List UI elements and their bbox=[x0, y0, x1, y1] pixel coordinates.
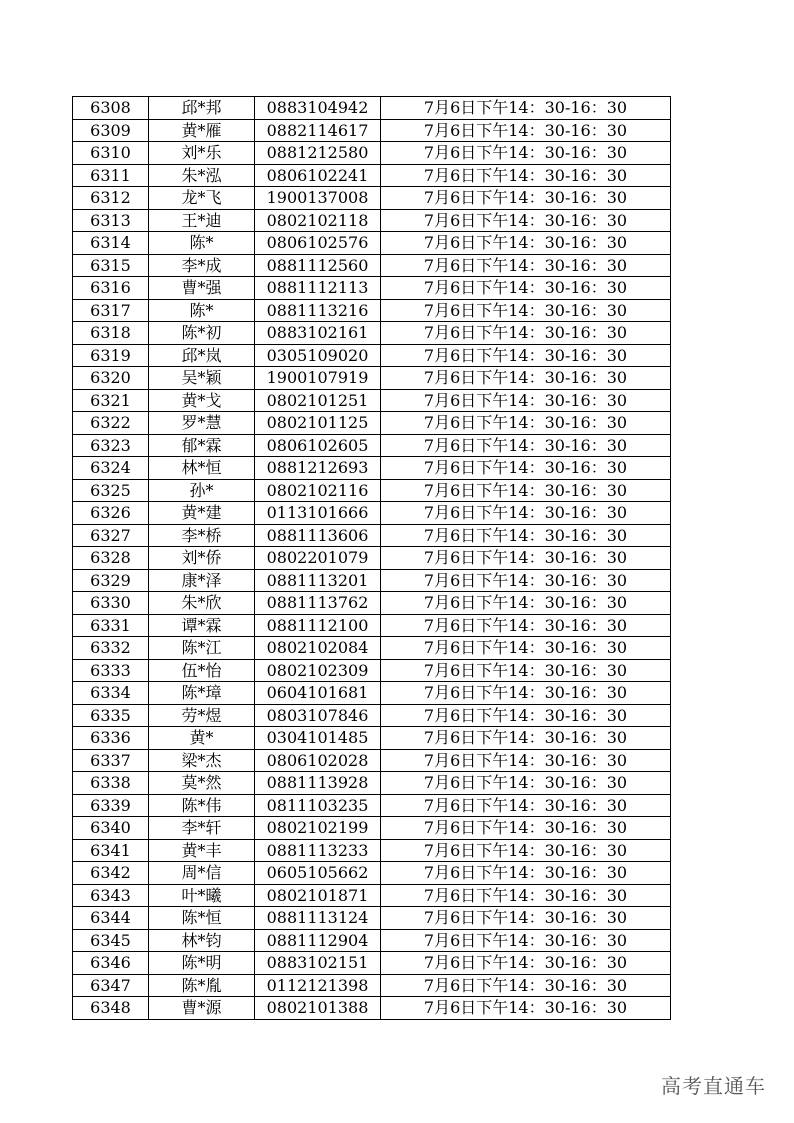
table-row bbox=[73, 547, 671, 570]
row-number-cell: 6337 bbox=[73, 749, 149, 772]
table-row bbox=[73, 277, 671, 300]
id-number-cell: 0881112560 bbox=[255, 254, 381, 277]
name-cell: 陈* bbox=[149, 232, 255, 255]
exam-time-cell: 7月6日下午14：30-16：30 bbox=[381, 232, 671, 255]
exam-time-cell: 7月6日下午14：30-16：30 bbox=[381, 412, 671, 435]
row-number-cell: 6320 bbox=[73, 367, 149, 390]
id-number-cell: 0605105662 bbox=[255, 862, 381, 885]
id-number-cell: 0881113928 bbox=[255, 772, 381, 795]
id-number-cell: 0802201079 bbox=[255, 547, 381, 570]
row-number-cell: 6347 bbox=[73, 974, 149, 997]
exam-time-cell: 7月6日下午14：30-16：30 bbox=[381, 97, 671, 120]
table-row bbox=[73, 997, 671, 1020]
table-row bbox=[73, 862, 671, 885]
name-cell: 叶*曦 bbox=[149, 884, 255, 907]
exam-time-cell: 7月6日下午14：30-16：30 bbox=[381, 209, 671, 232]
name-cell: 陈*胤 bbox=[149, 974, 255, 997]
exam-time-cell: 7月6日下午14：30-16：30 bbox=[381, 727, 671, 750]
exam-time-cell: 7月6日下午14：30-16：30 bbox=[381, 277, 671, 300]
row-number-cell: 6338 bbox=[73, 772, 149, 795]
name-cell: 曹*强 bbox=[149, 277, 255, 300]
id-number-cell: 0802101251 bbox=[255, 389, 381, 412]
exam-time-cell: 7月6日下午14：30-16：30 bbox=[381, 884, 671, 907]
table-row bbox=[73, 164, 671, 187]
row-number-cell: 6325 bbox=[73, 479, 149, 502]
exam-time-cell: 7月6日下午14：30-16：30 bbox=[381, 839, 671, 862]
table-row bbox=[73, 344, 671, 367]
id-number-cell: 0881112113 bbox=[255, 277, 381, 300]
name-cell: 王*迪 bbox=[149, 209, 255, 232]
exam-time-cell: 7月6日下午14：30-16：30 bbox=[381, 794, 671, 817]
table-row bbox=[73, 727, 671, 750]
exam-time-cell: 7月6日下午14：30-16：30 bbox=[381, 322, 671, 345]
id-number-cell: 0881113201 bbox=[255, 569, 381, 592]
row-number-cell: 6309 bbox=[73, 119, 149, 142]
table-row bbox=[73, 794, 671, 817]
row-number-cell: 6340 bbox=[73, 817, 149, 840]
row-number-cell: 6334 bbox=[73, 682, 149, 705]
name-cell: 黄*丰 bbox=[149, 839, 255, 862]
exam-time-cell: 7月6日下午14：30-16：30 bbox=[381, 974, 671, 997]
table-row bbox=[73, 637, 671, 660]
name-cell: 伍*怡 bbox=[149, 659, 255, 682]
id-number-cell: 0802102116 bbox=[255, 479, 381, 502]
exam-time-cell: 7月6日下午14：30-16：30 bbox=[381, 479, 671, 502]
row-number-cell: 6318 bbox=[73, 322, 149, 345]
row-number-cell: 6328 bbox=[73, 547, 149, 570]
row-number-cell: 6321 bbox=[73, 389, 149, 412]
id-number-cell: 0883102161 bbox=[255, 322, 381, 345]
exam-time-cell: 7月6日下午14：30-16：30 bbox=[381, 637, 671, 660]
exam-time-cell: 7月6日下午14：30-16：30 bbox=[381, 614, 671, 637]
table-row bbox=[73, 952, 671, 975]
row-number-cell: 6308 bbox=[73, 97, 149, 120]
name-cell: 康*泽 bbox=[149, 569, 255, 592]
exam-time-cell: 7月6日下午14：30-16：30 bbox=[381, 592, 671, 615]
name-cell: 陈*明 bbox=[149, 952, 255, 975]
exam-time-cell: 7月6日下午14：30-16：30 bbox=[381, 434, 671, 457]
id-number-cell: 0883102151 bbox=[255, 952, 381, 975]
exam-time-cell: 7月6日下午14：30-16：30 bbox=[381, 817, 671, 840]
exam-time-cell: 7月6日下午14：30-16：30 bbox=[381, 862, 671, 885]
table-row bbox=[73, 592, 671, 615]
row-number-cell: 6339 bbox=[73, 794, 149, 817]
name-cell: 李*轩 bbox=[149, 817, 255, 840]
row-number-cell: 6344 bbox=[73, 907, 149, 930]
id-number-cell: 0113101666 bbox=[255, 502, 381, 525]
row-number-cell: 6348 bbox=[73, 997, 149, 1020]
name-cell: 朱*泓 bbox=[149, 164, 255, 187]
id-number-cell: 0882114617 bbox=[255, 119, 381, 142]
table-row bbox=[73, 457, 671, 480]
table-row bbox=[73, 569, 671, 592]
name-cell: 邱*邦 bbox=[149, 97, 255, 120]
exam-time-cell: 7月6日下午14：30-16：30 bbox=[381, 187, 671, 210]
name-cell: 莫*然 bbox=[149, 772, 255, 795]
row-number-cell: 6317 bbox=[73, 299, 149, 322]
table-row bbox=[73, 502, 671, 525]
table-row bbox=[73, 479, 671, 502]
name-cell: 黄* bbox=[149, 727, 255, 750]
row-number-cell: 6319 bbox=[73, 344, 149, 367]
row-number-cell: 6333 bbox=[73, 659, 149, 682]
id-number-cell: 0883104942 bbox=[255, 97, 381, 120]
exam-time-cell: 7月6日下午14：30-16：30 bbox=[381, 704, 671, 727]
table-row bbox=[73, 389, 671, 412]
row-number-cell: 6329 bbox=[73, 569, 149, 592]
id-number-cell: 1900107919 bbox=[255, 367, 381, 390]
row-number-cell: 6335 bbox=[73, 704, 149, 727]
name-cell: 郁*霖 bbox=[149, 434, 255, 457]
id-number-cell: 0811103235 bbox=[255, 794, 381, 817]
name-cell: 吴*颖 bbox=[149, 367, 255, 390]
exam-time-cell: 7月6日下午14：30-16：30 bbox=[381, 502, 671, 525]
id-number-cell: 0802102199 bbox=[255, 817, 381, 840]
table-row bbox=[73, 974, 671, 997]
name-cell: 梁*杰 bbox=[149, 749, 255, 772]
row-number-cell: 6342 bbox=[73, 862, 149, 885]
exam-time-cell: 7月6日下午14：30-16：30 bbox=[381, 389, 671, 412]
exam-time-cell: 7月6日下午14：30-16：30 bbox=[381, 299, 671, 322]
exam-time-cell: 7月6日下午14：30-16：30 bbox=[381, 119, 671, 142]
table-row bbox=[73, 434, 671, 457]
row-number-cell: 6315 bbox=[73, 254, 149, 277]
name-cell: 周*信 bbox=[149, 862, 255, 885]
row-number-cell: 6313 bbox=[73, 209, 149, 232]
exam-time-cell: 7月6日下午14：30-16：30 bbox=[381, 952, 671, 975]
row-number-cell: 6323 bbox=[73, 434, 149, 457]
id-number-cell: 0305109020 bbox=[255, 344, 381, 367]
id-number-cell: 0802102309 bbox=[255, 659, 381, 682]
name-cell: 林*钧 bbox=[149, 929, 255, 952]
id-number-cell: 1900137008 bbox=[255, 187, 381, 210]
id-number-cell: 0881212693 bbox=[255, 457, 381, 480]
id-number-cell: 0881113762 bbox=[255, 592, 381, 615]
id-number-cell: 0802102118 bbox=[255, 209, 381, 232]
id-number-cell: 0881112904 bbox=[255, 929, 381, 952]
exam-time-cell: 7月6日下午14：30-16：30 bbox=[381, 907, 671, 930]
id-number-cell: 0806102241 bbox=[255, 164, 381, 187]
row-number-cell: 6327 bbox=[73, 524, 149, 547]
table-row bbox=[73, 907, 671, 930]
id-number-cell: 0604101681 bbox=[255, 682, 381, 705]
table-row bbox=[73, 232, 671, 255]
table-row bbox=[73, 97, 671, 120]
row-number-cell: 6343 bbox=[73, 884, 149, 907]
schedule-table bbox=[72, 96, 671, 1020]
table-body bbox=[73, 97, 671, 1020]
row-number-cell: 6314 bbox=[73, 232, 149, 255]
name-cell: 陈* bbox=[149, 299, 255, 322]
row-number-cell: 6346 bbox=[73, 952, 149, 975]
exam-time-cell: 7月6日下午14：30-16：30 bbox=[381, 457, 671, 480]
name-cell: 刘*侨 bbox=[149, 547, 255, 570]
table-row bbox=[73, 322, 671, 345]
exam-time-cell: 7月6日下午14：30-16：30 bbox=[381, 929, 671, 952]
name-cell: 李*成 bbox=[149, 254, 255, 277]
id-number-cell: 0802101871 bbox=[255, 884, 381, 907]
id-number-cell: 0881112100 bbox=[255, 614, 381, 637]
table-row bbox=[73, 367, 671, 390]
name-cell: 陈*恒 bbox=[149, 907, 255, 930]
row-number-cell: 6331 bbox=[73, 614, 149, 637]
id-number-cell: 0806102028 bbox=[255, 749, 381, 772]
row-number-cell: 6310 bbox=[73, 142, 149, 165]
name-cell: 孙* bbox=[149, 479, 255, 502]
table-row bbox=[73, 839, 671, 862]
id-number-cell: 0881212580 bbox=[255, 142, 381, 165]
id-number-cell: 0881113606 bbox=[255, 524, 381, 547]
name-cell: 黄*戈 bbox=[149, 389, 255, 412]
row-number-cell: 6332 bbox=[73, 637, 149, 660]
table-row bbox=[73, 142, 671, 165]
table-row bbox=[73, 187, 671, 210]
exam-time-cell: 7月6日下午14：30-16：30 bbox=[381, 254, 671, 277]
exam-time-cell: 7月6日下午14：30-16：30 bbox=[381, 569, 671, 592]
table-row bbox=[73, 524, 671, 547]
table-row bbox=[73, 817, 671, 840]
table-row bbox=[73, 254, 671, 277]
exam-time-cell: 7月6日下午14：30-16：30 bbox=[381, 659, 671, 682]
table-row bbox=[73, 749, 671, 772]
id-number-cell: 0802101125 bbox=[255, 412, 381, 435]
row-number-cell: 6311 bbox=[73, 164, 149, 187]
row-number-cell: 6326 bbox=[73, 502, 149, 525]
exam-time-cell: 7月6日下午14：30-16：30 bbox=[381, 997, 671, 1020]
name-cell: 黄*雁 bbox=[149, 119, 255, 142]
exam-time-cell: 7月6日下午14：30-16：30 bbox=[381, 749, 671, 772]
id-number-cell: 0802101388 bbox=[255, 997, 381, 1020]
exam-time-cell: 7月6日下午14：30-16：30 bbox=[381, 142, 671, 165]
row-number-cell: 6345 bbox=[73, 929, 149, 952]
id-number-cell: 0881113216 bbox=[255, 299, 381, 322]
id-number-cell: 0806102576 bbox=[255, 232, 381, 255]
row-number-cell: 6324 bbox=[73, 457, 149, 480]
name-cell: 林*恒 bbox=[149, 457, 255, 480]
row-number-cell: 6312 bbox=[73, 187, 149, 210]
row-number-cell: 6341 bbox=[73, 839, 149, 862]
name-cell: 陈*初 bbox=[149, 322, 255, 345]
id-number-cell: 0112121398 bbox=[255, 974, 381, 997]
id-number-cell: 0304101485 bbox=[255, 727, 381, 750]
row-number-cell: 6330 bbox=[73, 592, 149, 615]
row-number-cell: 6316 bbox=[73, 277, 149, 300]
table-row bbox=[73, 659, 671, 682]
exam-time-cell: 7月6日下午14：30-16：30 bbox=[381, 524, 671, 547]
table-row bbox=[73, 209, 671, 232]
table-row bbox=[73, 929, 671, 952]
id-number-cell: 0806102605 bbox=[255, 434, 381, 457]
row-number-cell: 6336 bbox=[73, 727, 149, 750]
exam-time-cell: 7月6日下午14：30-16：30 bbox=[381, 772, 671, 795]
name-cell: 李*桥 bbox=[149, 524, 255, 547]
name-cell: 陈*伟 bbox=[149, 794, 255, 817]
name-cell: 黄*建 bbox=[149, 502, 255, 525]
name-cell: 陈*璋 bbox=[149, 682, 255, 705]
table-row bbox=[73, 614, 671, 637]
name-cell: 陈*江 bbox=[149, 637, 255, 660]
name-cell: 朱*欣 bbox=[149, 592, 255, 615]
id-number-cell: 0881113124 bbox=[255, 907, 381, 930]
id-number-cell: 0803107846 bbox=[255, 704, 381, 727]
name-cell: 刘*乐 bbox=[149, 142, 255, 165]
exam-time-cell: 7月6日下午14：30-16：30 bbox=[381, 367, 671, 390]
table-row bbox=[73, 299, 671, 322]
table-row bbox=[73, 682, 671, 705]
exam-time-cell: 7月6日下午14：30-16：30 bbox=[381, 164, 671, 187]
table-row bbox=[73, 704, 671, 727]
table-row bbox=[73, 119, 671, 142]
name-cell: 劳*煜 bbox=[149, 704, 255, 727]
table-row bbox=[73, 884, 671, 907]
watermark-text: 高考直通车 bbox=[661, 1074, 766, 1098]
id-number-cell: 0881113233 bbox=[255, 839, 381, 862]
name-cell: 邱*岚 bbox=[149, 344, 255, 367]
id-number-cell: 0802102084 bbox=[255, 637, 381, 660]
table-row bbox=[73, 772, 671, 795]
name-cell: 龙*飞 bbox=[149, 187, 255, 210]
name-cell: 谭*霖 bbox=[149, 614, 255, 637]
row-number-cell: 6322 bbox=[73, 412, 149, 435]
exam-time-cell: 7月6日下午14：30-16：30 bbox=[381, 344, 671, 367]
name-cell: 曹*源 bbox=[149, 997, 255, 1020]
name-cell: 罗*慧 bbox=[149, 412, 255, 435]
exam-time-cell: 7月6日下午14：30-16：30 bbox=[381, 682, 671, 705]
table-row bbox=[73, 412, 671, 435]
exam-time-cell: 7月6日下午14：30-16：30 bbox=[381, 547, 671, 570]
